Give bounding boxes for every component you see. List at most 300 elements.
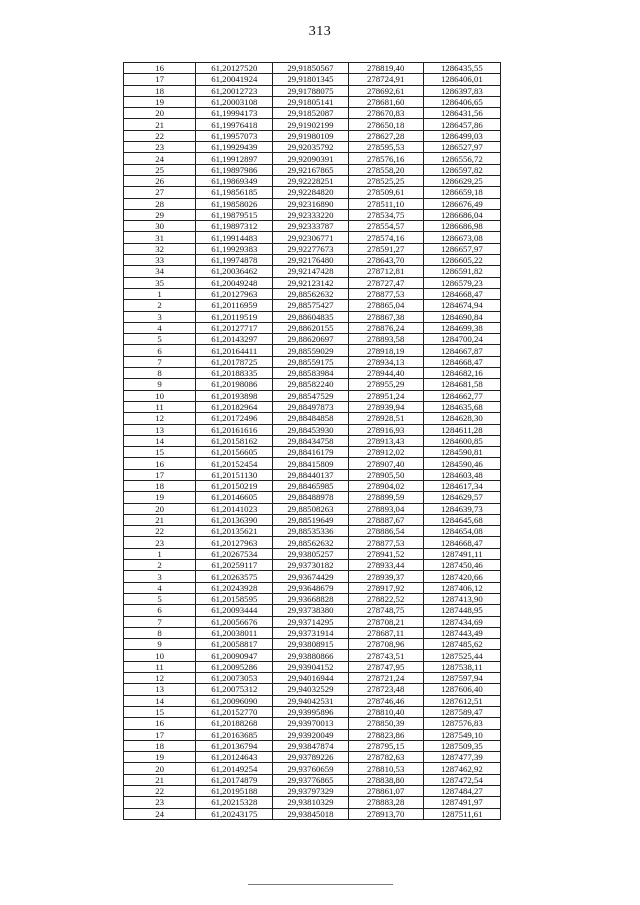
latitude-cell: 61,20195188 (196, 786, 273, 797)
latitude-cell: 61,19994173 (196, 108, 273, 119)
x-coordinate-cell: 278721,24 (348, 673, 423, 684)
x-coordinate-cell: 278627,28 (348, 130, 423, 141)
point-number-cell: 7 (124, 356, 196, 367)
table-row (124, 401, 501, 412)
longitude-cell: 29,93904152 (273, 661, 348, 672)
point-number-cell: 9 (124, 639, 196, 650)
latitude-cell: 61,20135621 (196, 526, 273, 537)
x-coordinate-cell: 278904,02 (348, 480, 423, 491)
point-number-cell: 32 (124, 243, 196, 254)
latitude-cell: 61,20003108 (196, 96, 273, 107)
point-number-cell: 24 (124, 808, 196, 819)
table-row (124, 503, 501, 514)
latitude-cell: 61,20172496 (196, 413, 273, 424)
latitude-cell: 61,20127963 (196, 288, 273, 299)
table-row (124, 582, 501, 593)
x-coordinate-cell: 278955,29 (348, 379, 423, 390)
point-number-cell: 35 (124, 277, 196, 288)
coordinates-table (123, 62, 501, 820)
point-number-cell: 2 (124, 300, 196, 311)
longitude-cell: 29,88583984 (273, 368, 348, 379)
x-coordinate-cell: 278795,15 (348, 740, 423, 751)
y-coordinate-cell: 1286435,55 (423, 63, 500, 74)
y-coordinate-cell: 1284628,30 (423, 413, 500, 424)
x-coordinate-cell: 278746,46 (348, 695, 423, 706)
x-coordinate-cell: 278643,70 (348, 255, 423, 266)
x-coordinate-cell: 278558,20 (348, 164, 423, 175)
table-row (124, 718, 501, 729)
latitude-cell: 61,20158162 (196, 435, 273, 446)
point-number-cell: 21 (124, 514, 196, 525)
x-coordinate-cell: 278708,21 (348, 616, 423, 627)
longitude-cell: 29,91788075 (273, 85, 348, 96)
table-row (124, 288, 501, 299)
point-number-cell: 15 (124, 447, 196, 458)
x-coordinate-cell: 278712,81 (348, 266, 423, 277)
y-coordinate-cell: 1287462,92 (423, 763, 500, 774)
latitude-cell: 61,20036462 (196, 266, 273, 277)
table-row (124, 334, 501, 345)
point-number-cell: 15 (124, 706, 196, 717)
point-number-cell: 12 (124, 673, 196, 684)
latitude-cell: 61,20188335 (196, 368, 273, 379)
table-row (124, 311, 501, 322)
y-coordinate-cell: 1286659,18 (423, 187, 500, 198)
table-row (124, 673, 501, 684)
y-coordinate-cell: 1284603,48 (423, 469, 500, 480)
latitude-cell: 61,20116959 (196, 300, 273, 311)
table-row (124, 752, 501, 763)
longitude-cell: 29,93808915 (273, 639, 348, 650)
point-number-cell: 23 (124, 797, 196, 808)
longitude-cell: 29,94032529 (273, 684, 348, 695)
longitude-cell: 29,92176480 (273, 255, 348, 266)
point-number-cell: 6 (124, 605, 196, 616)
point-number-cell: 27 (124, 187, 196, 198)
table-row (124, 74, 501, 85)
table-row (124, 763, 501, 774)
latitude-cell: 61,20136794 (196, 740, 273, 751)
table-row (124, 661, 501, 672)
y-coordinate-cell: 1287413,90 (423, 593, 500, 604)
latitude-cell: 61,20263575 (196, 571, 273, 582)
longitude-cell: 29,88519649 (273, 514, 348, 525)
longitude-cell: 29,92277673 (273, 243, 348, 254)
point-number-cell: 20 (124, 503, 196, 514)
point-number-cell: 10 (124, 650, 196, 661)
longitude-cell: 29,93810329 (273, 797, 348, 808)
longitude-cell: 29,91852087 (273, 108, 348, 119)
point-number-cell: 12 (124, 413, 196, 424)
y-coordinate-cell: 1287484,27 (423, 786, 500, 797)
y-coordinate-cell: 1286527,97 (423, 142, 500, 153)
table-row (124, 232, 501, 243)
table-row (124, 221, 501, 232)
latitude-cell: 61,19914483 (196, 232, 273, 243)
point-number-cell: 4 (124, 582, 196, 593)
x-coordinate-cell: 278907,40 (348, 458, 423, 469)
longitude-cell: 29,92333220 (273, 209, 348, 220)
x-coordinate-cell: 278877,53 (348, 537, 423, 548)
x-coordinate-cell: 278934,13 (348, 356, 423, 367)
point-number-cell: 14 (124, 435, 196, 446)
point-number-cell: 4 (124, 322, 196, 333)
longitude-cell: 29,92167865 (273, 164, 348, 175)
x-coordinate-cell: 278876,24 (348, 322, 423, 333)
x-coordinate-cell: 278912,02 (348, 447, 423, 458)
table-row (124, 684, 501, 695)
x-coordinate-cell: 278708,96 (348, 639, 423, 650)
latitude-cell: 61,20150219 (196, 480, 273, 491)
table-row (124, 729, 501, 740)
longitude-cell: 29,91850567 (273, 63, 348, 74)
latitude-cell: 61,20095286 (196, 661, 273, 672)
point-number-cell: 26 (124, 175, 196, 186)
x-coordinate-cell: 278941,52 (348, 548, 423, 559)
x-coordinate-cell: 278670,83 (348, 108, 423, 119)
latitude-cell: 61,20259117 (196, 560, 273, 571)
y-coordinate-cell: 1287420,66 (423, 571, 500, 582)
point-number-cell: 13 (124, 684, 196, 695)
latitude-cell: 61,19974878 (196, 255, 273, 266)
latitude-cell: 61,19897986 (196, 164, 273, 175)
longitude-cell: 29,93995896 (273, 706, 348, 717)
y-coordinate-cell: 1284668,47 (423, 356, 500, 367)
longitude-cell: 29,88559029 (273, 345, 348, 356)
table-row (124, 616, 501, 627)
point-number-cell: 16 (124, 458, 196, 469)
x-coordinate-cell: 278782,63 (348, 752, 423, 763)
x-coordinate-cell: 278511,10 (348, 198, 423, 209)
table-row (124, 492, 501, 503)
table-row (124, 650, 501, 661)
longitude-cell: 29,88604835 (273, 311, 348, 322)
longitude-cell: 29,92228251 (273, 175, 348, 186)
latitude-cell: 61,19858026 (196, 198, 273, 209)
table-row (124, 142, 501, 153)
y-coordinate-cell: 1286686,04 (423, 209, 500, 220)
y-coordinate-cell: 1284682,16 (423, 368, 500, 379)
latitude-cell: 61,20178725 (196, 356, 273, 367)
table-row (124, 435, 501, 446)
point-number-cell: 9 (124, 379, 196, 390)
x-coordinate-cell: 278810,53 (348, 763, 423, 774)
x-coordinate-cell: 278747,95 (348, 661, 423, 672)
x-coordinate-cell: 278534,75 (348, 209, 423, 220)
y-coordinate-cell: 1287576,83 (423, 718, 500, 729)
x-coordinate-cell: 278944,40 (348, 368, 423, 379)
y-coordinate-cell: 1286431,56 (423, 108, 500, 119)
x-coordinate-cell: 278554,57 (348, 221, 423, 232)
x-coordinate-cell: 278525,25 (348, 175, 423, 186)
longitude-cell: 29,93731914 (273, 627, 348, 638)
longitude-cell: 29,91801345 (273, 74, 348, 85)
longitude-cell: 29,88465985 (273, 480, 348, 491)
point-number-cell: 16 (124, 718, 196, 729)
latitude-cell: 61,20127717 (196, 322, 273, 333)
point-number-cell: 33 (124, 255, 196, 266)
y-coordinate-cell: 1287597,94 (423, 673, 500, 684)
longitude-cell: 29,88562632 (273, 537, 348, 548)
table-row (124, 130, 501, 141)
latitude-cell: 61,19976418 (196, 119, 273, 130)
y-coordinate-cell: 1286406,01 (423, 74, 500, 85)
table-row (124, 413, 501, 424)
table-row (124, 379, 501, 390)
longitude-cell: 29,93668828 (273, 593, 348, 604)
latitude-cell: 61,20075312 (196, 684, 273, 695)
point-number-cell: 21 (124, 774, 196, 785)
latitude-cell: 61,20152770 (196, 706, 273, 717)
y-coordinate-cell: 1287612,51 (423, 695, 500, 706)
y-coordinate-cell: 1287511,61 (423, 808, 500, 819)
y-coordinate-cell: 1286597,82 (423, 164, 500, 175)
longitude-cell: 29,88620155 (273, 322, 348, 333)
latitude-cell: 61,20152454 (196, 458, 273, 469)
longitude-cell: 29,88453930 (273, 424, 348, 435)
x-coordinate-cell: 278887,67 (348, 514, 423, 525)
longitude-cell: 29,93760659 (273, 763, 348, 774)
x-coordinate-cell: 278838,80 (348, 774, 423, 785)
table-row (124, 198, 501, 209)
x-coordinate-cell: 278877,53 (348, 288, 423, 299)
table-row (124, 593, 501, 604)
point-number-cell: 21 (124, 119, 196, 130)
table-row (124, 627, 501, 638)
latitude-cell: 61,20151130 (196, 469, 273, 480)
latitude-cell: 61,20127963 (196, 537, 273, 548)
y-coordinate-cell: 1284635,68 (423, 401, 500, 412)
longitude-cell: 29,88488978 (273, 492, 348, 503)
y-coordinate-cell: 1284668,47 (423, 537, 500, 548)
x-coordinate-cell: 278861,07 (348, 786, 423, 797)
latitude-cell: 61,20215328 (196, 797, 273, 808)
latitude-cell: 61,20096090 (196, 695, 273, 706)
table-row (124, 537, 501, 548)
table-row (124, 108, 501, 119)
longitude-cell: 29,88559175 (273, 356, 348, 367)
point-number-cell: 7 (124, 616, 196, 627)
point-number-cell: 23 (124, 537, 196, 548)
x-coordinate-cell: 278819,40 (348, 63, 423, 74)
x-coordinate-cell: 278916,93 (348, 424, 423, 435)
table-row (124, 96, 501, 107)
y-coordinate-cell: 1284662,77 (423, 390, 500, 401)
point-number-cell: 29 (124, 209, 196, 220)
point-number-cell: 22 (124, 130, 196, 141)
x-coordinate-cell: 278723,48 (348, 684, 423, 695)
coordinates-table-body (124, 63, 501, 820)
table-row (124, 740, 501, 751)
longitude-cell: 29,93847874 (273, 740, 348, 751)
y-coordinate-cell: 1286673,08 (423, 232, 500, 243)
y-coordinate-cell: 1286457,86 (423, 119, 500, 130)
y-coordinate-cell: 1284645,68 (423, 514, 500, 525)
longitude-cell: 29,88434758 (273, 435, 348, 446)
y-coordinate-cell: 1284667,87 (423, 345, 500, 356)
x-coordinate-cell: 278918,19 (348, 345, 423, 356)
y-coordinate-cell: 1287538,11 (423, 661, 500, 672)
table-row (124, 786, 501, 797)
x-coordinate-cell: 278595,53 (348, 142, 423, 153)
table-row (124, 560, 501, 571)
latitude-cell: 61,20158595 (196, 593, 273, 604)
point-number-cell: 20 (124, 108, 196, 119)
x-coordinate-cell: 278748,75 (348, 605, 423, 616)
y-coordinate-cell: 1287406,12 (423, 582, 500, 593)
longitude-cell: 29,92090391 (273, 153, 348, 164)
longitude-cell: 29,88575427 (273, 300, 348, 311)
y-coordinate-cell: 1284590,81 (423, 447, 500, 458)
longitude-cell: 29,88562632 (273, 288, 348, 299)
table-row (124, 695, 501, 706)
table-row (124, 808, 501, 819)
x-coordinate-cell: 278939,94 (348, 401, 423, 412)
table-row (124, 548, 501, 559)
table-row (124, 300, 501, 311)
longitude-cell: 29,93648679 (273, 582, 348, 593)
point-number-cell: 30 (124, 221, 196, 232)
latitude-cell: 61,20073053 (196, 673, 273, 684)
y-coordinate-cell: 1284611,28 (423, 424, 500, 435)
point-number-cell: 17 (124, 74, 196, 85)
x-coordinate-cell: 278951,24 (348, 390, 423, 401)
x-coordinate-cell: 278823,86 (348, 729, 423, 740)
y-coordinate-cell: 1287450,46 (423, 560, 500, 571)
point-number-cell: 24 (124, 153, 196, 164)
latitude-cell: 61,20141023 (196, 503, 273, 514)
latitude-cell: 61,19897312 (196, 221, 273, 232)
y-coordinate-cell: 1287448,95 (423, 605, 500, 616)
y-coordinate-cell: 1287477,39 (423, 752, 500, 763)
point-number-cell: 22 (124, 526, 196, 537)
x-coordinate-cell: 278727,47 (348, 277, 423, 288)
x-coordinate-cell: 278810,40 (348, 706, 423, 717)
x-coordinate-cell: 278681,60 (348, 96, 423, 107)
x-coordinate-cell: 278576,16 (348, 153, 423, 164)
y-coordinate-cell: 1284668,47 (423, 288, 500, 299)
point-number-cell: 18 (124, 480, 196, 491)
y-coordinate-cell: 1287472,54 (423, 774, 500, 785)
latitude-cell: 61,19912897 (196, 153, 273, 164)
x-coordinate-cell: 278743,51 (348, 650, 423, 661)
latitude-cell: 61,20058817 (196, 639, 273, 650)
table-row (124, 390, 501, 401)
point-number-cell: 16 (124, 63, 196, 74)
y-coordinate-cell: 1284700,24 (423, 334, 500, 345)
longitude-cell: 29,88535336 (273, 526, 348, 537)
point-number-cell: 1 (124, 548, 196, 559)
x-coordinate-cell: 278650,18 (348, 119, 423, 130)
y-coordinate-cell: 1284699,38 (423, 322, 500, 333)
y-coordinate-cell: 1284590,46 (423, 458, 500, 469)
table-row (124, 424, 501, 435)
latitude-cell: 61,20146605 (196, 492, 273, 503)
table-row (124, 356, 501, 367)
x-coordinate-cell: 278893,58 (348, 334, 423, 345)
latitude-cell: 61,20090947 (196, 650, 273, 661)
longitude-cell: 29,93776865 (273, 774, 348, 785)
x-coordinate-cell: 278692,61 (348, 85, 423, 96)
y-coordinate-cell: 1284681,58 (423, 379, 500, 390)
latitude-cell: 61,20243175 (196, 808, 273, 819)
y-coordinate-cell: 1284639,73 (423, 503, 500, 514)
longitude-cell: 29,93714295 (273, 616, 348, 627)
table-row (124, 368, 501, 379)
y-coordinate-cell: 1286499,03 (423, 130, 500, 141)
y-coordinate-cell: 1287509,35 (423, 740, 500, 751)
y-coordinate-cell: 1286629,25 (423, 175, 500, 186)
table-row (124, 164, 501, 175)
longitude-cell: 29,91805141 (273, 96, 348, 107)
point-number-cell: 8 (124, 368, 196, 379)
point-number-cell: 13 (124, 424, 196, 435)
y-coordinate-cell: 1284674,94 (423, 300, 500, 311)
footer-rule (248, 884, 393, 885)
table-row (124, 255, 501, 266)
y-coordinate-cell: 1286397,83 (423, 85, 500, 96)
x-coordinate-cell: 278850,39 (348, 718, 423, 729)
latitude-cell: 61,20243928 (196, 582, 273, 593)
point-number-cell: 3 (124, 571, 196, 582)
latitude-cell: 61,20267534 (196, 548, 273, 559)
table-row (124, 480, 501, 491)
y-coordinate-cell: 1286406,65 (423, 96, 500, 107)
longitude-cell: 29,93920049 (273, 729, 348, 740)
table-row (124, 209, 501, 220)
longitude-cell: 29,88620697 (273, 334, 348, 345)
point-number-cell: 25 (124, 164, 196, 175)
y-coordinate-cell: 1286556,72 (423, 153, 500, 164)
point-number-cell: 5 (124, 593, 196, 604)
point-number-cell: 22 (124, 786, 196, 797)
longitude-cell: 29,92333787 (273, 221, 348, 232)
longitude-cell: 29,88484858 (273, 413, 348, 424)
y-coordinate-cell: 1284629,57 (423, 492, 500, 503)
longitude-cell: 29,93845018 (273, 808, 348, 819)
latitude-cell: 61,20163685 (196, 729, 273, 740)
longitude-cell: 29,88416179 (273, 447, 348, 458)
y-coordinate-cell: 1286686,98 (423, 221, 500, 232)
point-number-cell: 18 (124, 740, 196, 751)
y-coordinate-cell: 1287434,69 (423, 616, 500, 627)
y-coordinate-cell: 1284617,34 (423, 480, 500, 491)
latitude-cell: 61,20156605 (196, 447, 273, 458)
latitude-cell: 61,20149254 (196, 763, 273, 774)
point-number-cell: 20 (124, 763, 196, 774)
point-number-cell: 34 (124, 266, 196, 277)
point-number-cell: 28 (124, 198, 196, 209)
table-row (124, 243, 501, 254)
table-row (124, 447, 501, 458)
x-coordinate-cell: 278724,91 (348, 74, 423, 85)
x-coordinate-cell: 278899,59 (348, 492, 423, 503)
x-coordinate-cell: 278886,54 (348, 526, 423, 537)
longitude-cell: 29,91980109 (273, 130, 348, 141)
latitude-cell: 61,19879515 (196, 209, 273, 220)
x-coordinate-cell: 278867,38 (348, 311, 423, 322)
point-number-cell: 10 (124, 390, 196, 401)
x-coordinate-cell: 278933,44 (348, 560, 423, 571)
latitude-cell: 61,20119519 (196, 311, 273, 322)
table-row (124, 774, 501, 785)
point-number-cell: 2 (124, 560, 196, 571)
point-number-cell: 1 (124, 288, 196, 299)
longitude-cell: 29,93970013 (273, 718, 348, 729)
x-coordinate-cell: 278883,28 (348, 797, 423, 808)
table-row (124, 85, 501, 96)
longitude-cell: 29,88508263 (273, 503, 348, 514)
